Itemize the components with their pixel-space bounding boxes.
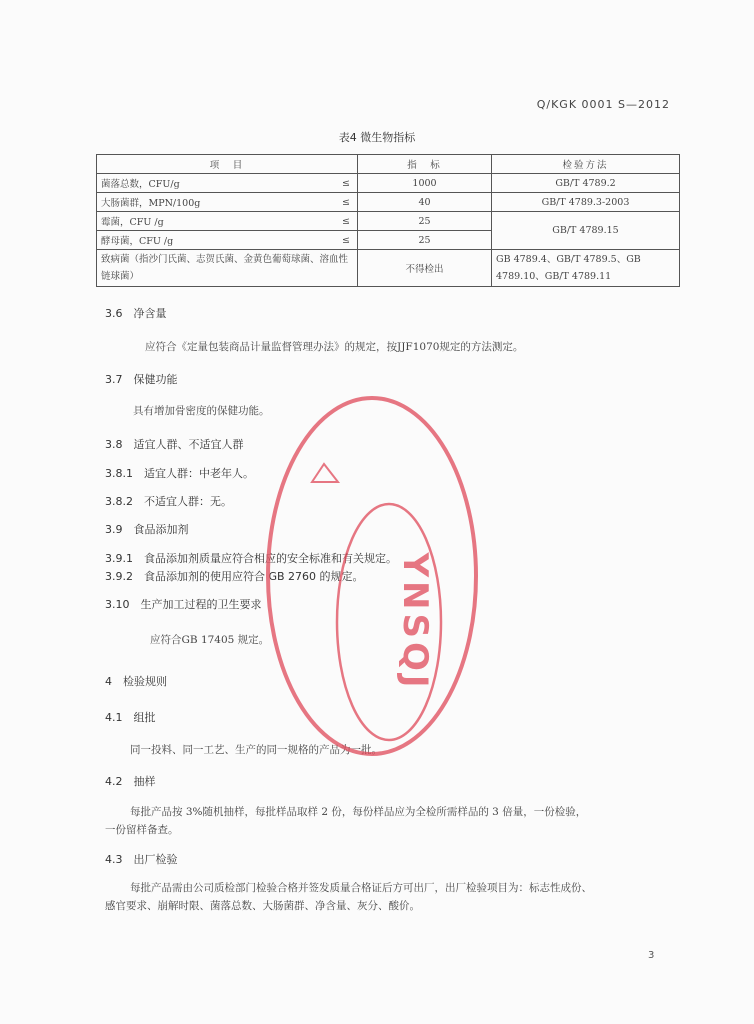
column-header-item: 项 目 <box>97 155 358 174</box>
cell-value: 1000 <box>358 174 492 193</box>
column-header-value: 指 标 <box>358 155 492 174</box>
section-heading-3-9-1: 3.9.1 食品添加剂质量应符合相应的安全标准和有关规定。 <box>105 552 397 565</box>
section-heading-4-2: 4.2 抽样 <box>105 775 156 788</box>
cell-method: GB/T 4789.3-2003 <box>492 193 680 212</box>
section-heading-3-8-1: 3.8.1 适宜人群：中老年人。 <box>105 467 254 480</box>
cell-symbol: ≤ <box>335 193 358 212</box>
section-heading-4: 4 检验规则 <box>105 675 167 688</box>
section-heading-3-8-2: 3.8.2 不适宜人群：无。 <box>105 495 232 508</box>
standard-number: Q/KGK 0001 S—2012 <box>536 98 670 111</box>
cell-symbol: ≤ <box>335 174 358 193</box>
seal-star-shape <box>312 464 338 482</box>
microbiology-table <box>96 154 680 287</box>
section-heading-3-10: 3.10 生产加工过程的卫生要求 <box>105 598 262 611</box>
table-row <box>97 250 680 287</box>
section-heading-4-1: 4.1 组批 <box>105 711 156 724</box>
seal-outer-ring <box>268 398 476 754</box>
section-text-4-2-line1: 每批产品按 3%随机抽样，每批样品取样 2 份，每份样品应为全检所需样品的 3 倍量，一份检验， <box>130 806 587 818</box>
cell-value: 25 <box>358 231 492 250</box>
cell-item: 酵母菌，CFU /g <box>97 231 336 250</box>
section-text-3-6: 应符合《定量包装商品计量监督管理办法》的规定，按JJF1070规定的方法测定。 <box>145 341 524 353</box>
cell-value: 25 <box>358 212 492 231</box>
seal-code-text: YNSQJ <box>395 552 435 692</box>
cell-symbol: ≤ <box>335 212 358 231</box>
section-text-3-7: 具有增加骨密度的保健功能。 <box>133 405 270 417</box>
section-text-4-3-line1: 每批产品需由公司质检部门检验合格并签发质量合格证后方可出厂，出厂检验项目为：标志性成份、 <box>130 882 592 894</box>
cell-item: 霉菌，CFU /g <box>97 212 336 231</box>
column-header-method: 检验方法 <box>492 155 680 174</box>
table-row <box>97 174 680 193</box>
cell-item: 大肠菌群，MPN/100g <box>97 193 336 212</box>
section-heading-3-8: 3.8 适宜人群、不适宜人群 <box>105 438 244 451</box>
table-header-row <box>97 155 680 174</box>
section-text-3-10: 应符合GB 17405 规定。 <box>150 634 270 646</box>
section-heading-4-3: 4.3 出厂检验 <box>105 853 178 866</box>
section-heading-3-9: 3.9 食品添加剂 <box>105 523 189 536</box>
cell-value: 不得检出 <box>358 250 492 287</box>
section-heading-3-6: 3.6 净含量 <box>105 307 167 320</box>
section-text-4-3-line2: 感官要求、崩解时限、菌落总数、大肠菌群、净含量、灰分、酸价。 <box>105 900 420 912</box>
cell-method: GB 4789.4、GB/T 4789.5、GB 4789.10、GB/T 4789.11 <box>492 250 680 287</box>
cell-method: GB/T 4789.2 <box>492 174 680 193</box>
section-heading-3-7: 3.7 保健功能 <box>105 373 178 386</box>
table-title: 表4 微生物指标 <box>338 131 416 144</box>
cell-method: GB/T 4789.15 <box>492 212 680 250</box>
table-row <box>97 193 680 212</box>
section-text-4-1: 同一投料、同一工艺、生产的同一规格的产品为一批。 <box>130 744 382 756</box>
cell-item: 致病菌（指沙门氏菌、志贺氏菌、金黄色葡萄球菌、溶血性链球菌） <box>97 250 358 287</box>
cell-value: 40 <box>358 193 492 212</box>
table-row <box>97 212 680 231</box>
page-number: 3 <box>648 950 655 961</box>
section-heading-3-9-2: 3.9.2 食品添加剂的使用应符合 GB 2760 的规定。 <box>105 570 364 583</box>
cell-symbol: ≤ <box>335 231 358 250</box>
cell-item: 菌落总数，CFU/g <box>97 174 336 193</box>
section-text-4-2-line2: 一份留样备查。 <box>105 824 179 836</box>
company-seal-stamp <box>254 372 494 772</box>
